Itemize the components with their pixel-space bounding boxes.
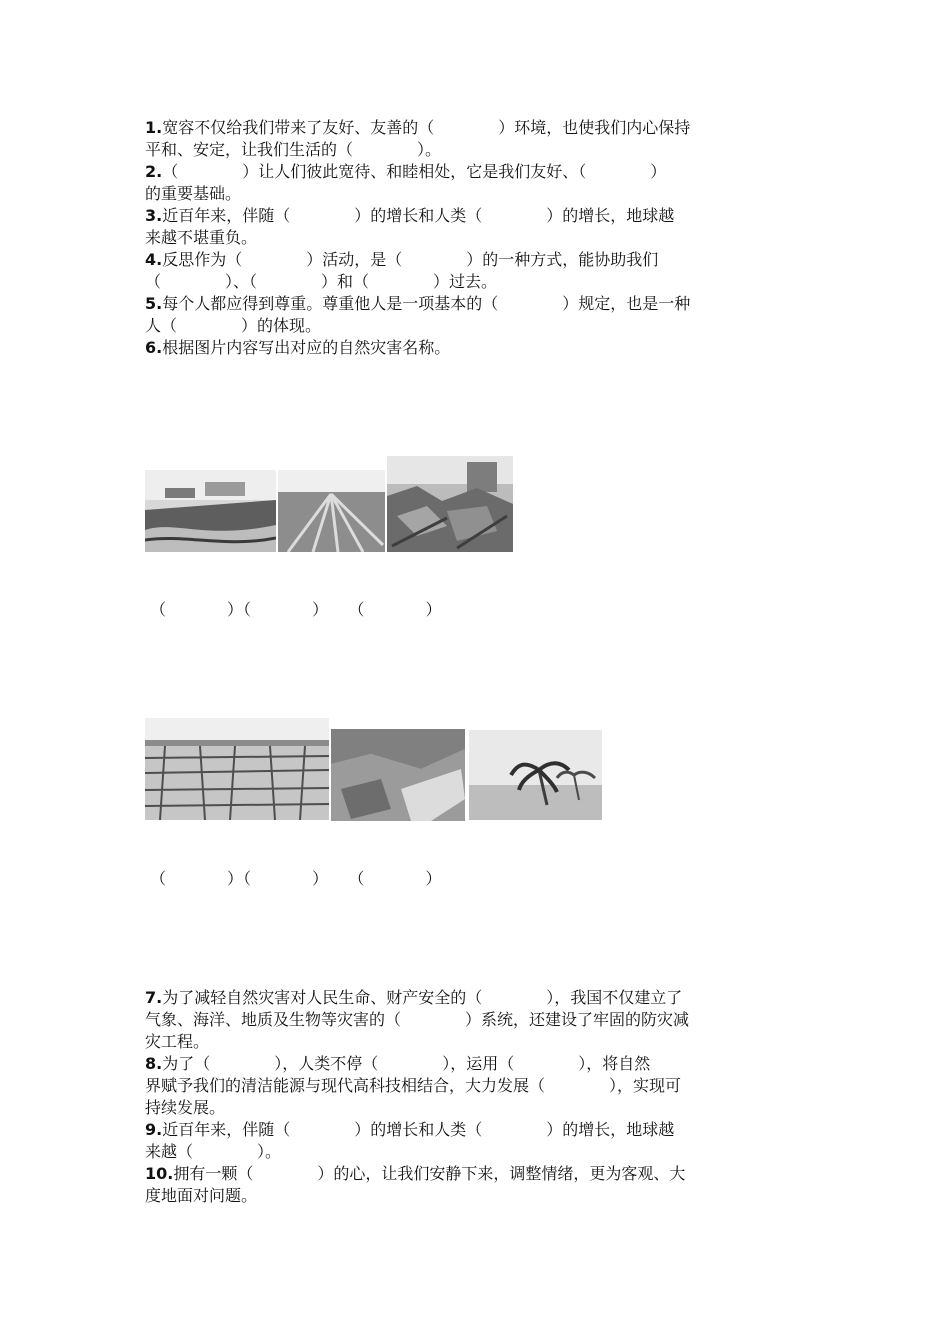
question-text: 为了（ ），人类不停（ ），运用（ ），将自然 xyxy=(162,1054,651,1073)
question-text: 灾工程。 xyxy=(145,1032,210,1051)
question-text: 为了减轻自然灾害对人民生命、财产安全的（ ），我国不仅建立了 xyxy=(162,988,683,1007)
question-text: 度地面对问题。 xyxy=(145,1186,258,1205)
question-text: 近百年来，伴随（ ）的增长和人类（ ）的增长，地球越 xyxy=(162,1120,675,1139)
question-text: 来越不堪重负。 xyxy=(145,228,258,247)
question-text: 宽容不仅给我们带来了友好、友善的（ ）环境，也使我们内心保持 xyxy=(162,118,691,137)
question-5 xyxy=(145,293,815,337)
question-text: 气象、海洋、地质及生物等灾害的（ ）系统，还建设了牢固的防灾减 xyxy=(145,1010,690,1029)
question-text: 界赋予我们的清洁能源与现代高科技相结合，大力发展（ ），实现可 xyxy=(145,1076,682,1095)
question-text: 平和、安定，让我们生活的（ ）。 xyxy=(145,140,442,159)
question-7 xyxy=(145,987,815,1053)
question-text: 根据图片内容写出对应的自然灾害名称。 xyxy=(162,338,451,357)
question-number: 5. xyxy=(145,294,163,313)
question-number: 9. xyxy=(145,1120,163,1139)
question-number: 2. xyxy=(145,162,163,181)
questions-top xyxy=(145,117,815,359)
question-number: 6. xyxy=(145,338,163,357)
question-text: 人（ ）的体现。 xyxy=(145,316,322,335)
question-9 xyxy=(145,1119,815,1163)
question-text: 每个人都应得到尊重。尊重他人是一项基本的（ ）规定，也是一种 xyxy=(162,294,691,313)
question-3 xyxy=(145,205,815,249)
question-text: 拥有一颗（ ）的心，让我们安静下来，调整情绪，更为客观、大 xyxy=(173,1164,686,1183)
question-text: 近百年来，伴随（ ）的增长和人类（ ）的增长，地球越 xyxy=(162,206,675,225)
question-6 xyxy=(145,337,815,359)
question-4 xyxy=(145,249,815,293)
question-10 xyxy=(145,1163,815,1207)
question-number: 1. xyxy=(145,118,163,137)
question-2 xyxy=(145,161,815,205)
question-number: 8. xyxy=(145,1054,163,1073)
questions-bottom xyxy=(145,987,815,1207)
question-number: 4. xyxy=(145,250,163,269)
earthquake-photo xyxy=(387,456,513,552)
question-text: 反思作为（ ）活动，是（ ）的一种方式，能协助我们 xyxy=(162,250,659,269)
typhoon-photo xyxy=(469,730,602,820)
flood-photo xyxy=(145,470,276,552)
question-number: 10. xyxy=(145,1164,174,1183)
question-8 xyxy=(145,1053,815,1119)
question-text: 来越（ ）。 xyxy=(145,1142,282,1161)
question-text: 的重要基础。 xyxy=(145,184,242,203)
answer-blanks-row-1: （ ）（ ） （ ） xyxy=(150,600,442,619)
waterlogging-photo xyxy=(278,470,385,552)
question-text: 持续发展。 xyxy=(145,1098,226,1117)
drought-photo xyxy=(145,718,329,820)
question-text: （ ）、（ ）和（ ）过去。 xyxy=(145,272,498,291)
landslide-photo xyxy=(331,729,465,821)
answer-blanks-row-2: （ ）（ ） （ ） xyxy=(150,869,442,888)
question-number: 7. xyxy=(145,988,163,1007)
question-number: 3. xyxy=(145,206,163,225)
question-1 xyxy=(145,117,815,161)
question-text: （ ）让人们彼此宽待、和睦相处，它是我们友好、（ ） xyxy=(162,162,667,181)
